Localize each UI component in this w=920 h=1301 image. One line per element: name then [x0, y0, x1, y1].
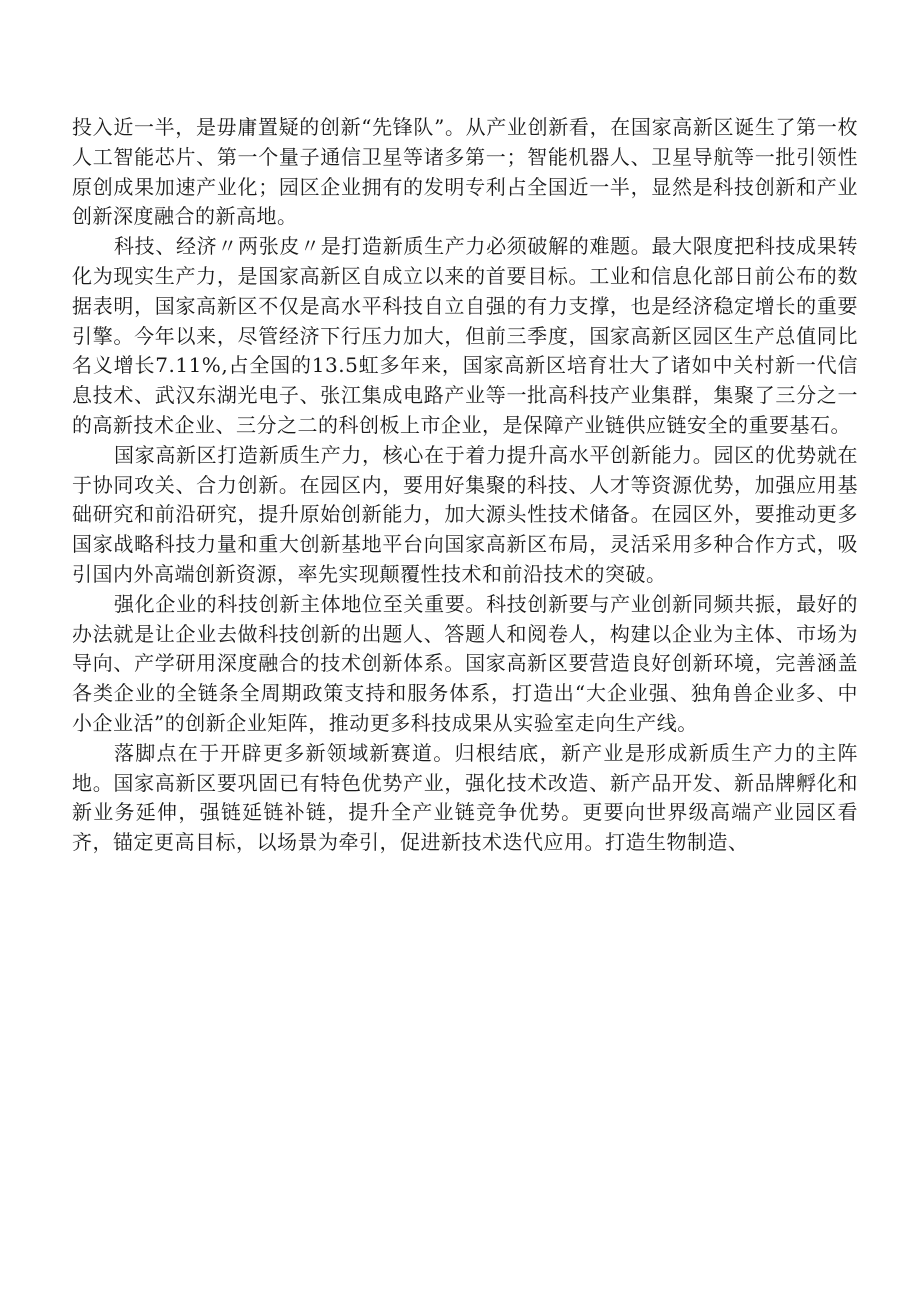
paragraph-2: 科技、经济〃两张皮〃是打造新质生产力必须破解的难题。最大限度把科技成果转化为现实生产力，是国家高新区自成立以来的首要目标。工业和信息化部日前公布的数据表明，国家高新区不仅是高水平科技自立自强的有力支撑，也是经济稳定增长的重要引擎。今年以来，尽管经济下行压力加大，但前三季度，国家高新区园区生产总值同比名义增长7.11%,占全国的13.5虹多年来，国家高新区培育壮大了诸如中关村新一代信息技术、武汉东湖光电子、张江集成电路产业等一批高科技产业集群，集聚了三分之一的高新技术企业、三分之二的科创板上市企业，是保障产业链供应链安全的重要基石。 [72, 234, 858, 437]
paragraph-5: 落脚点在于开辟更多新领域新赛道。归根结底，新产业是形成新质生产力的主阵地。国家高新区要巩固已有特色优势产业，强化技术改造、新产品开发、新品牌孵化和新业务延伸，强链延链补链，提升全产业链竞争优势。更要向世界级高端产业园区看齐，锚定更高目标，以场景为牵引，促进新技术迭代应用。打造生物制造、 [72, 740, 858, 855]
paragraph-1: 投入近一半，是毋庸置疑的创新“先锋队”。从产业创新看，在国家高新区诞生了第一枚人工智能芯片、第一个量子通信卫星等诸多第一；智能机器人、卫星导航等一批引领性原创成果加速产业化；园区企业拥有的发明专利占全国近一半，显然是科技创新和产业创新深度融合的新高地。 [72, 115, 858, 229]
document-body [72, 113, 858, 858]
paragraph-3: 国家高新区打造新质生产力，核心在于着力提升高水平创新能力。园区的优势就在于协同攻关、合力创新。在园区内，要用好集聚的科技、人才等资源优势，加强应用基础研究和前沿研究，提升原始创新能力，加大源头性技术储备。在园区外，要推动更多国家战略科技力量和重大创新基地平台向国家高新区布局，灵活采用多种合作方式，吸引国内外高端创新资源，率先实现颠覆性技术和前沿技术的突破。 [72, 442, 858, 586]
paragraph-4: 强化企业的科技创新主体地位至关重要。科技创新要与产业创新同频共振，最好的办法就是让企业去做科技创新的出题人、答题人和阅卷人，构建以企业为主体、市场为导向、产学研用深度融合的技术创新体系。国家高新区要营造良好创新环境，完善涵盖各类企业的全链条全周期政策支持和服务体系，打造出“大企业强、独角兽企业多、中小企业活”的创新企业矩阵，推动更多科技成果从实验室走向生产线。 [72, 591, 858, 735]
